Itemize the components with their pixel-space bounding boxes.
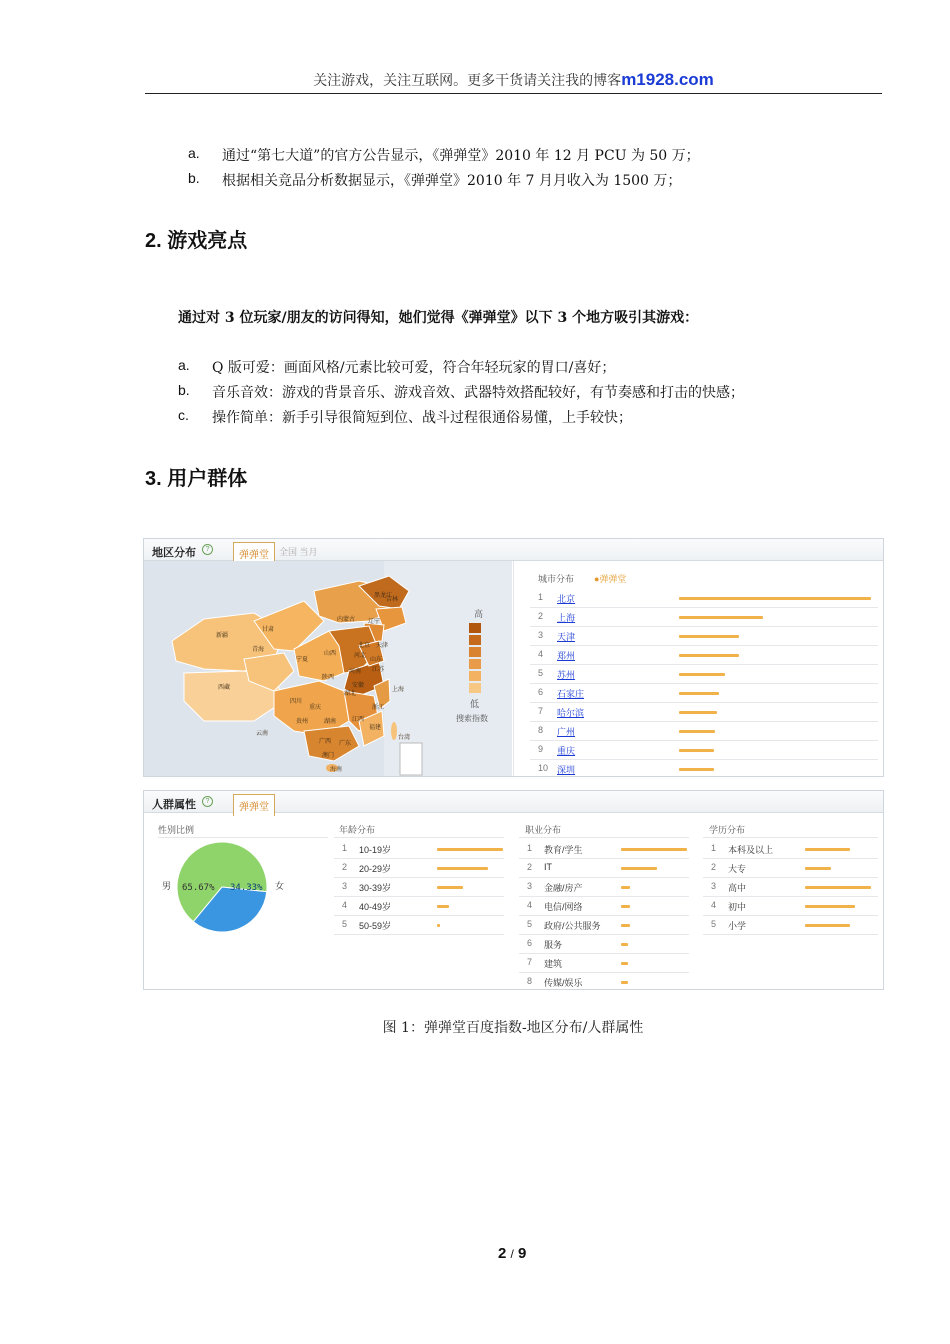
map-label: 新疆 bbox=[216, 632, 229, 639]
bar bbox=[805, 905, 855, 908]
rank-number: 4 bbox=[538, 649, 544, 659]
bar bbox=[437, 924, 440, 927]
bar bbox=[679, 635, 739, 638]
china-map bbox=[144, 561, 512, 776]
category-label: IT bbox=[544, 862, 552, 872]
map-label: 云南 bbox=[256, 730, 269, 737]
map-label: 安徽 bbox=[352, 682, 365, 689]
city-link[interactable]: 北京 bbox=[557, 594, 576, 604]
job-title: 职业分布 bbox=[525, 825, 562, 835]
map-label: 重庆 bbox=[309, 704, 322, 711]
rank-number: 7 bbox=[527, 957, 533, 967]
row-divider bbox=[530, 740, 878, 741]
row-divider bbox=[334, 934, 504, 935]
row-divider bbox=[519, 972, 689, 973]
bar bbox=[621, 905, 630, 908]
map-label: 澳门 bbox=[322, 752, 335, 759]
bar bbox=[679, 616, 763, 619]
map-label: 青海 bbox=[252, 646, 265, 653]
region-panel bbox=[143, 538, 884, 777]
blog-link[interactable]: m1928.com bbox=[621, 70, 714, 89]
page-current: 2 bbox=[498, 1245, 507, 1262]
category-label: 建筑 bbox=[544, 959, 563, 969]
header-rule bbox=[145, 93, 882, 94]
list-item bbox=[178, 407, 632, 427]
rank-number: 4 bbox=[342, 900, 348, 910]
row-divider bbox=[334, 858, 504, 859]
rank-number: 3 bbox=[527, 881, 533, 891]
bar bbox=[679, 749, 714, 752]
section-title: 3. 用户群体 bbox=[145, 468, 248, 490]
help-icon[interactable]: ? bbox=[202, 796, 213, 807]
map-label: 贵州 bbox=[296, 718, 309, 725]
bar bbox=[621, 943, 628, 946]
map-label: 陕西 bbox=[322, 674, 335, 681]
list-marker: c. bbox=[178, 407, 189, 423]
row-divider bbox=[703, 858, 878, 859]
bar bbox=[437, 905, 449, 908]
map-region bbox=[391, 722, 397, 740]
rank-number: 2 bbox=[711, 862, 717, 872]
bar bbox=[679, 768, 714, 771]
rank-number: 2 bbox=[527, 862, 533, 872]
list-marker: a. bbox=[188, 145, 200, 161]
tab-dandantang[interactable]: 弹弹堂 bbox=[233, 794, 275, 816]
list-marker: b. bbox=[178, 382, 190, 398]
gender-pie bbox=[172, 837, 272, 937]
category-label: 大专 bbox=[728, 864, 747, 874]
rank-number: 1 bbox=[711, 843, 717, 853]
bar bbox=[679, 654, 739, 657]
category-label: 小学 bbox=[728, 921, 747, 931]
row-divider bbox=[519, 837, 689, 838]
map-label: 甘肃 bbox=[262, 626, 275, 633]
category-label: 初中 bbox=[728, 902, 747, 912]
legend-swatch bbox=[469, 671, 481, 681]
map-label: 江西 bbox=[352, 716, 365, 723]
row-divider bbox=[530, 702, 878, 703]
rank-number: 1 bbox=[538, 592, 544, 602]
page-number bbox=[498, 1245, 526, 1262]
page-sep: / bbox=[510, 1247, 514, 1261]
map-label: 黑龙江 bbox=[374, 592, 393, 599]
bar bbox=[437, 886, 463, 889]
city-link[interactable]: 重庆 bbox=[557, 746, 576, 756]
people-panel bbox=[143, 790, 884, 990]
map-label: 辽宁 bbox=[368, 618, 381, 625]
category-label: 本科及以上 bbox=[728, 845, 774, 855]
map-label: 广西 bbox=[319, 738, 332, 745]
rank-number: 5 bbox=[527, 919, 533, 929]
city-link[interactable]: 哈尔滨 bbox=[557, 708, 585, 718]
map-label: 山东 bbox=[370, 656, 383, 663]
bar bbox=[805, 848, 850, 851]
list-text: 操作简单：新手引导很简短到位、战斗过程很通俗易懂，上手较快； bbox=[212, 410, 632, 426]
rank-number: 1 bbox=[527, 843, 533, 853]
section-title: 2. 游戏亮点 bbox=[145, 230, 248, 252]
city-link[interactable]: 上海 bbox=[557, 613, 576, 623]
bar bbox=[805, 867, 831, 870]
bar bbox=[679, 711, 717, 714]
rank-number: 4 bbox=[527, 900, 533, 910]
help-icon[interactable]: ? bbox=[202, 544, 213, 555]
legend-caption: 搜索指数 bbox=[456, 714, 488, 723]
legend-swatch bbox=[469, 659, 481, 669]
region-title: 地区分布 bbox=[152, 547, 196, 559]
category-label: 电信/网络 bbox=[544, 902, 583, 912]
page-total: 9 bbox=[518, 1245, 527, 1262]
row-divider bbox=[703, 896, 878, 897]
map-label: 浙江 bbox=[372, 704, 385, 711]
list-text: Q 版可爱：画面风格/元素比较可爱，符合年轻玩家的胃口/喜好； bbox=[212, 360, 616, 376]
map-label: 湖南 bbox=[324, 718, 337, 725]
category-label: 10-19岁 bbox=[359, 845, 392, 855]
south-sea-inset bbox=[400, 743, 422, 775]
city-link[interactable]: 天津 bbox=[557, 632, 576, 642]
city-link[interactable]: 郑州 bbox=[557, 651, 576, 661]
category-label: 高中 bbox=[728, 883, 747, 893]
legend-swatch bbox=[469, 647, 481, 657]
city-title: 城市分布 bbox=[538, 574, 575, 584]
list-item bbox=[188, 170, 681, 190]
row-divider bbox=[519, 934, 689, 935]
category-label: 40-49岁 bbox=[359, 902, 392, 912]
legend-low: 低 bbox=[470, 699, 480, 709]
female-pct: 34.33% bbox=[230, 883, 263, 893]
female-label: 女 bbox=[275, 881, 285, 891]
row-divider bbox=[334, 837, 504, 838]
legend-swatch bbox=[469, 683, 481, 693]
bar bbox=[437, 848, 503, 851]
map-label: 北京 bbox=[358, 642, 371, 649]
bar bbox=[621, 886, 630, 889]
rank-number: 5 bbox=[342, 919, 348, 929]
rank-number: 10 bbox=[538, 763, 549, 773]
bar bbox=[679, 730, 715, 733]
rank-number: 6 bbox=[527, 938, 533, 948]
bar bbox=[621, 924, 630, 927]
category-label: 传媒/娱乐 bbox=[544, 978, 583, 988]
city-legend: ●弹弹堂 bbox=[594, 574, 627, 584]
age-title: 年龄分布 bbox=[339, 825, 376, 835]
map-label: 台湾 bbox=[398, 734, 411, 741]
region-extra[interactable]: 全国 当月 bbox=[279, 547, 318, 557]
map-label: 江苏 bbox=[372, 666, 385, 673]
rank-number: 3 bbox=[538, 630, 544, 640]
category-label: 服务 bbox=[544, 940, 563, 950]
row-divider bbox=[519, 858, 689, 859]
map-label: 山西 bbox=[324, 650, 337, 657]
edu-title: 学历分布 bbox=[709, 825, 746, 835]
header-text: 关注游戏，关注互联网。更多干货请关注我的博客 bbox=[313, 73, 622, 89]
rank-number: 5 bbox=[711, 919, 717, 929]
map-label: 上海 bbox=[392, 686, 405, 693]
bar bbox=[679, 673, 725, 676]
rank-number: 6 bbox=[538, 687, 544, 697]
category-label: 20-29岁 bbox=[359, 864, 392, 874]
map-label: 广东 bbox=[339, 740, 352, 747]
bar bbox=[621, 962, 628, 965]
tab-dandantang[interactable]: 弹弹堂 bbox=[233, 542, 275, 564]
row-divider bbox=[703, 934, 878, 935]
row-divider bbox=[530, 759, 878, 760]
bar bbox=[805, 924, 850, 927]
list-text: 通过“第七大道”的官方公告显示，《弹弹堂》2010 年 12 月 PCU 为 50 万； bbox=[222, 148, 700, 164]
row-divider bbox=[703, 837, 878, 838]
rank-number: 3 bbox=[342, 881, 348, 891]
map-label: 海南 bbox=[330, 766, 343, 773]
map-label: 内蒙古 bbox=[337, 616, 356, 623]
city-link[interactable]: 广州 bbox=[557, 727, 576, 737]
page-header bbox=[145, 70, 882, 90]
bar bbox=[437, 867, 488, 870]
rank-number: 8 bbox=[538, 725, 544, 735]
legend-swatch bbox=[469, 635, 481, 645]
row-divider bbox=[334, 915, 504, 916]
rank-number: 2 bbox=[538, 611, 544, 621]
legend-swatch bbox=[469, 623, 481, 633]
bar bbox=[679, 692, 719, 695]
row-divider bbox=[530, 683, 878, 684]
category-label: 50-59岁 bbox=[359, 921, 392, 931]
bar bbox=[621, 981, 628, 984]
city-link[interactable]: 苏州 bbox=[557, 670, 576, 680]
category-label: 金融/房产 bbox=[544, 883, 583, 893]
list-item bbox=[178, 357, 615, 377]
city-panel bbox=[513, 561, 884, 776]
rank-number: 7 bbox=[538, 706, 544, 716]
row-divider bbox=[703, 877, 878, 878]
legend-high: 高 bbox=[474, 609, 484, 619]
map-label: 天津 bbox=[376, 642, 389, 649]
row-divider bbox=[530, 721, 878, 722]
category-label: 教育/学生 bbox=[544, 845, 583, 855]
male-label: 男 bbox=[162, 881, 172, 891]
male-pct: 65.67% bbox=[182, 883, 215, 893]
rank-number: 3 bbox=[711, 881, 717, 891]
map-label: 四川 bbox=[290, 698, 303, 705]
map-label: 河北 bbox=[354, 652, 367, 659]
row-divider bbox=[519, 896, 689, 897]
bar bbox=[679, 597, 871, 600]
map-label: 西藏 bbox=[218, 684, 231, 691]
map-label: 河南 bbox=[349, 668, 362, 675]
row-divider bbox=[530, 645, 878, 646]
gender-title: 性别比例 bbox=[158, 825, 195, 835]
map-label: 吉林 bbox=[386, 596, 399, 603]
rank-number: 8 bbox=[527, 976, 533, 986]
row-divider bbox=[530, 626, 878, 627]
list-marker: b. bbox=[188, 170, 200, 186]
bar bbox=[621, 867, 657, 870]
row-divider bbox=[519, 953, 689, 954]
category-label: 30-39岁 bbox=[359, 883, 392, 893]
section-intro: 通过对 3 位玩家/朋友的访问得知，她们觉得《弹弹堂》以下 3 个地方吸引其游戏： bbox=[178, 310, 699, 326]
bar bbox=[805, 886, 871, 889]
row-divider bbox=[530, 664, 878, 665]
map-label: 福建 bbox=[369, 724, 382, 731]
rank-number: 5 bbox=[538, 668, 544, 678]
rank-number: 4 bbox=[711, 900, 717, 910]
city-link[interactable]: 石家庄 bbox=[557, 689, 585, 699]
people-title: 人群属性 bbox=[152, 799, 196, 811]
rank-number: 9 bbox=[538, 744, 544, 754]
category-label: 政府/公共服务 bbox=[544, 921, 601, 931]
rank-number: 1 bbox=[342, 843, 348, 853]
list-text: 音乐音效：游戏的背景音乐、游戏音效、武器特效搭配较好，有节奏感和打击的快感； bbox=[212, 385, 744, 401]
row-divider bbox=[519, 915, 689, 916]
row-divider bbox=[519, 877, 689, 878]
city-link[interactable]: 深圳 bbox=[557, 765, 576, 775]
bar bbox=[621, 848, 687, 851]
list-marker: a. bbox=[178, 357, 190, 373]
row-divider bbox=[334, 896, 504, 897]
list-item bbox=[188, 145, 700, 165]
row-divider bbox=[530, 607, 878, 608]
figure-caption: 图 1：弹弹堂百度指数-地区分布/人群属性 bbox=[382, 1020, 644, 1036]
rank-number: 2 bbox=[342, 862, 348, 872]
row-divider bbox=[334, 877, 504, 878]
map-label: 湖北 bbox=[344, 690, 357, 697]
row-divider bbox=[703, 915, 878, 916]
map-label: 宁夏 bbox=[296, 656, 309, 663]
list-text: 根据相关竞品分析数据显示，《弹弹堂》2010 年 7 月月收入为 1500 万； bbox=[222, 173, 682, 189]
list-item bbox=[178, 382, 744, 402]
